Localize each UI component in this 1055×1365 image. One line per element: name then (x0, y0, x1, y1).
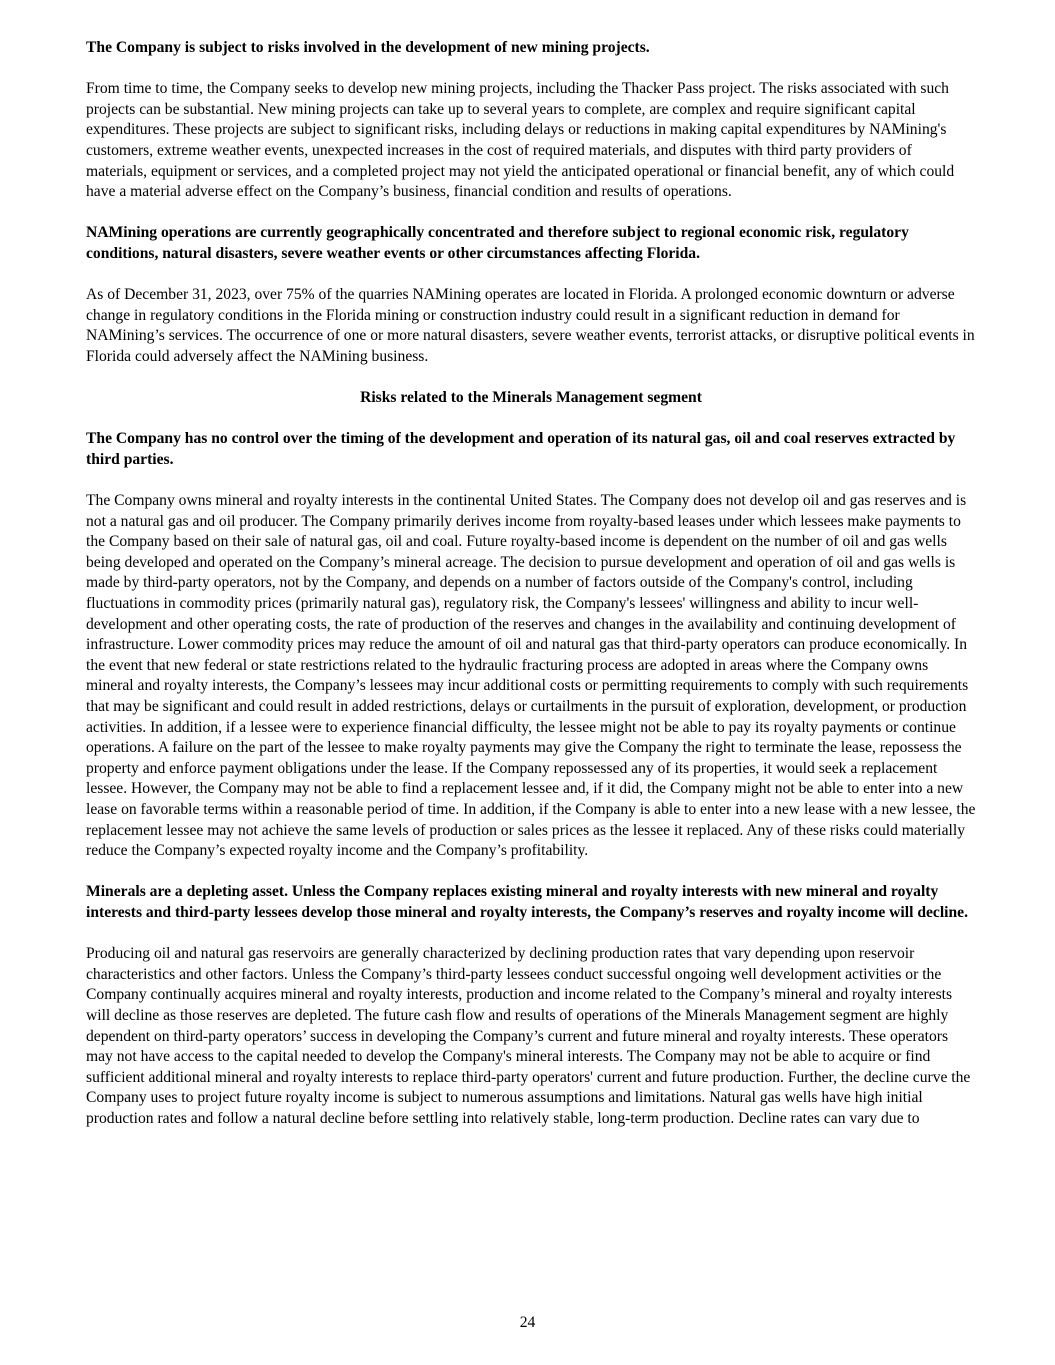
section-body: From time to time, the Company seeks to develop new mining projects, including the Thacker Pass project. The risks associated with such projects can be substantial. New mining projects can take up to several years to complete, are complex and require significant capital expenditures. These projects are subject to significant risks, including delays or reductions in making capital expenditures by NAMining's customers, extreme weather events, unexpected increases in the cost of required materials, and disputes with third party providers of materials, equipment or services, and a completed project may not yield the anticipated operational or financial benefit, any of which could have a material adverse effect on the Company’s business, financial condition and results of operations. (86, 80, 955, 201)
section-heading: Minerals are a depleting asset. Unless the Company replaces existing mineral and royalty interests with new mineral and royalty interests and third-party lessees develop those mineral and royalty interests, the Company’s reserves and royalty income will decline. (86, 883, 968, 921)
document-page (86, 38, 976, 1150)
section-body: As of December 31, 2023, over 75% of the quarries NAMining operates are located in Florida. A prolonged economic downturn or adverse change in regulatory conditions in the Florida mining or construction industry could result in a significant reduction in demand for NAMining’s services. The occurrence of one or more natural disasters, severe weather events, terrorist attacks, or disruptive political events in Florida could adversely affect the NAMining business. (86, 286, 975, 365)
section-body: The Company owns mineral and royalty interests in the continental United States. The Company does not develop oil and gas reserves and is not a natural gas and oil producer. The Company primarily derives income from royalty-based leases under which lessees make payments to the Company based on their sale of natural gas, oil and coal. Future royalty-based income is dependent on the number of oil and gas wells being developed and operated on the Company’s mineral acreage. The decision to pursue development and operation of oil and gas wells is made by third-party operators, not by the Company, and depends on a number of factors outside of the Company's control, including fluctuations in commodity prices (primarily natural gas), regulatory risk, the Company's lessees' willingness and ability to incur well-development and other operating costs, the rate of production of the reserves and changes in the availability and continuing development of infrastructure. Lower commodity prices may reduce the amount of oil and natural gas that third-party operators can produce economically. In the event that new federal or state restrictions related to the hydraulic fracturing process are adopted in areas where the Company owns mineral and royalty interests, the Company’s lessees may incur additional costs or permitting requirements to comply with such requirements that may be significant and could result in added restrictions, delays or curtailments in the pursuit of exploration, development, or production activities. In addition, if a lessee were to experience financial difficulty, the lessee might not be able to pay its royalty payments or continue operations. A failure on the part of the lessee to make royalty payments may give the Company the right to terminate the lease, repossess the property and enforce payment obligations under the lease. If the Company repossessed any of its properties, it would seek a replacement lessee. However, the Company may not be able to find a replacement lessee and, if it did, the Company might not be able to enter into a new lease on favorable terms within a reasonable period of time. In addition, if the Company is able to enter into a new lease with a new lessee, the replacement lessee may not achieve the same levels of production or sales prices as the lessee it replaced. Any of these risks could materially reduce the Company’s expected royalty income and the Company’s profitability. (86, 492, 976, 860)
section-heading: The Company has no control over the timing of the development and operation of its natural gas, oil and coal reserves extracted by third parties. (86, 430, 956, 468)
page-number: 24 (519, 1314, 536, 1331)
section-heading: The Company is subject to risks involved in the development of new mining projects. (86, 39, 650, 56)
segment-title: Risks related to the Minerals Management segment (360, 389, 702, 407)
section-heading: NAMining operations are currently geographically concentrated and therefore subject to regional economic risk, regulatory conditions, natural disasters, severe weather events or other circumstances affecting Florida. (86, 224, 909, 262)
section-body: Producing oil and natural gas reservoirs are generally characterized by declining production rates that vary depending upon reservoir characteristics and other factors. Unless the Company’s third-party lessees conduct successful ongoing well development activities or the Company continually acquires mineral and royalty interests, production and income related to the Company’s mineral and royalty interests will decline as those reserves are depleted. The future cash flow and results of operations of the Minerals Management segment are highly dependent on third-party operators’ success in developing the Company’s current and future mineral and royalty interests. These operators may not have access to the capital needed to develop the Company's mineral interests. The Company may not be able to acquire or find sufficient additional mineral and royalty interests to replace third-party operators' current and future production. Further, the decline curve the Company uses to project future royalty income is subject to numerous assumptions and limitations. Natural gas wells have high initial production rates and follow a natural decline before settling into relatively stable, long-term production. Decline rates can vary due to (86, 945, 971, 1127)
